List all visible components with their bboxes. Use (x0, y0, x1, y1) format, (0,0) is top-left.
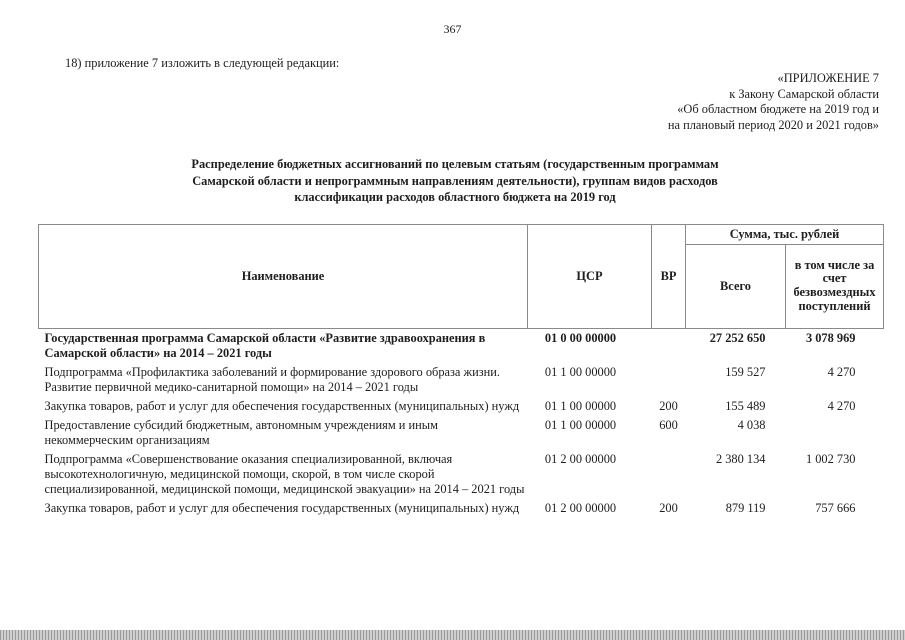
budget-table (38, 224, 884, 518)
cell-name: Подпрограмма «Профилактика заболеваний и формирование здорового образа жизни. Развитие первичной медико-санитарной помощи» на 2014 – 2021 годы (44, 365, 500, 394)
cell-total: 2 380 134 (715, 452, 766, 466)
appendix-ref-line: на плановый период 2020 и 2021 годов» (667, 117, 879, 132)
cell-total: 159 527 (725, 365, 766, 379)
scan-edge (0, 630, 905, 640)
table-row (39, 450, 884, 499)
cell-csr: 01 2 00 00000 (544, 501, 617, 515)
cell-name: Государственная программа Самарской области «Развитие здравоохранения в Самарской области» на 2014 – 2021 годы (44, 331, 486, 360)
cell-vr (652, 363, 686, 397)
cell-name: Закупка товаров, работ и услуг для обеспечения государственных (муниципальных) нужд (44, 399, 520, 413)
header-gratis: в том числе за счет безвозмездных поступлений (786, 245, 884, 329)
document-title-line: Самарской области и непрограммным направлениям деятельности), группам видов расходов (192, 173, 718, 188)
cell-gratis: 757 666 (815, 501, 856, 515)
cell-csr: 01 2 00 00000 (544, 452, 617, 466)
cell-total: 155 489 (725, 399, 766, 413)
cell-total: 4 038 (737, 418, 766, 432)
cell-gratis (786, 416, 884, 450)
cell-name: Закупка товаров, работ и услуг для обеспечения государственных (муниципальных) нужд (44, 501, 520, 515)
document-title-line: классификации расходов областного бюджета на 2019 год (294, 190, 616, 205)
cell-vr (652, 329, 686, 364)
document-title-line: Распределение бюджетных ассигнований по целевым статьям (государственным программам (191, 157, 719, 171)
header-name: Наименование (39, 225, 528, 329)
cell-gratis: 4 270 (827, 399, 856, 413)
cell-total: 879 119 (725, 501, 766, 515)
cell-vr: 600 (659, 418, 678, 432)
page-number: 367 (443, 22, 462, 36)
cell-gratis: 4 270 (827, 365, 856, 379)
document-title (60, 156, 850, 206)
intro-text: 18) приложение 7 изложить в следующей редакции: (65, 56, 340, 70)
table-row (39, 416, 884, 450)
header-csr: ЦСР (528, 225, 652, 329)
cell-csr: 01 1 00 00000 (544, 365, 617, 379)
cell-csr: 01 1 00 00000 (544, 418, 617, 432)
table-row (39, 329, 884, 364)
table-row (39, 363, 884, 397)
appendix-ref-line: «Об областном бюджете на 2019 год и (677, 102, 879, 117)
cell-vr: 200 (659, 501, 678, 515)
appendix-ref-line: «ПРИЛОЖЕНИЕ 7 (777, 71, 879, 85)
appendix-reference (668, 71, 879, 133)
appendix-ref-line: к Закону Самарской области (729, 86, 879, 101)
table-row (39, 499, 884, 518)
cell-csr: 01 0 00 00000 (544, 331, 617, 345)
header-total: Всего (686, 245, 786, 329)
header-vr: ВР (652, 225, 686, 329)
cell-gratis: 3 078 969 (805, 331, 856, 345)
cell-total: 27 252 650 (709, 331, 766, 345)
table-row (39, 397, 884, 416)
cell-vr (652, 450, 686, 499)
cell-vr: 200 (659, 399, 678, 413)
cell-name: Подпрограмма «Совершенствование оказания специализированной, включая высокотехнологичную, медицинской помощи, скорой, в том числе скорой специализированной, медицинской помощи, медицинской эвакуации» на 2014 – 2021 годы (44, 452, 525, 496)
cell-name: Предоставление субсидий бюджетным, автономным учреждениям и иным некоммерческим организациям (44, 418, 438, 447)
cell-gratis: 1 002 730 (805, 452, 856, 466)
header-sum-group: Сумма, тыс. рублей (686, 225, 884, 245)
cell-csr: 01 1 00 00000 (544, 399, 617, 413)
